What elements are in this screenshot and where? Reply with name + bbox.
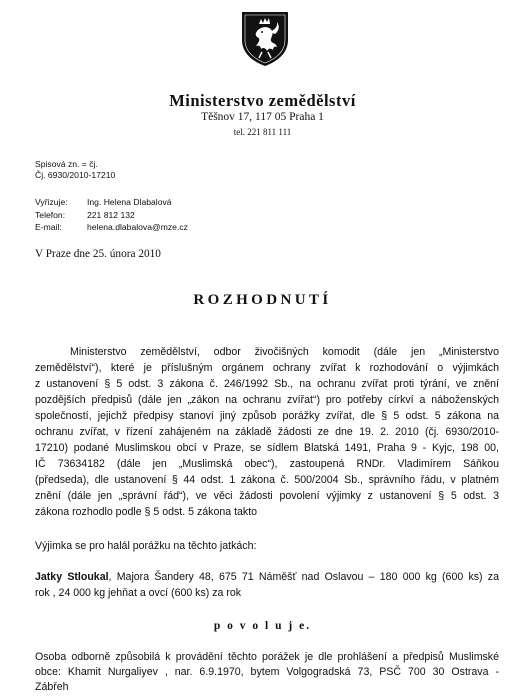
body-line: z ustanovení § 5 odst. 3 zákona č. 246/1992 Sb., na ochranu zvířat proti týrání, ve znění xyxy=(35,378,499,390)
ministry-telephone: tel. 221 811 111 xyxy=(233,127,292,137)
slaughterhouse-line: rok , 24 000 kg jehňat a ovcí (600 ks) za rok xyxy=(35,587,242,599)
slaughterhouse-line xyxy=(35,569,499,585)
qualified-person-paragraph xyxy=(35,650,499,695)
final-line: obce: Khamit Nurgaliyev , nar. 6.9.1970, bytem Volgogradská 73, PSČ 700 30 Ostrava - xyxy=(35,666,499,678)
contact-row-email xyxy=(35,221,188,234)
permits-word: p o v o l u j e. xyxy=(213,620,312,632)
body-line: IČ 73634182 (dále jen „Muslimská obec“), zastoupená RNDr. Vladimírem Sáňkou xyxy=(35,458,499,470)
body-line: 17210) podané Muslimskou obcí v Praze, se sídlem Blatská 1491, Praha 9 - Kyjc, 198 00, xyxy=(35,442,499,454)
phone-label: Telefon: xyxy=(35,209,66,220)
czech-lion-coat-of-arms-icon xyxy=(240,10,290,68)
place-and-date: V Praze dne 25. února 2010 xyxy=(35,248,161,260)
body-line: společností, jejichž předpisy stanoví jiný způsob porážky zvířat, dle § 5 odst. 5 zákona na xyxy=(35,410,499,422)
decision-body-paragraph xyxy=(35,344,499,520)
body-line: Ministerstvo zemědělství, odbor živočišných komodit (dále jen „Ministerstvo xyxy=(70,346,499,358)
slaughterhouse-paragraph xyxy=(35,569,499,601)
body-line: (předseda), dle ustanovení § 44 odst. 1 zákona č. 500/2004 Sb., správního řádu, v platném xyxy=(35,474,499,486)
slaughterhouse-details: , Majora Šandery 48, 675 71 Náměšť nad Oslavou – 180 000 kg (600 ks) za xyxy=(108,571,499,583)
final-line: Osoba odborně způsobilá k provádění těchto porážek je dle prohlášení a předpisů Muslimské xyxy=(35,651,499,663)
handled-by-value: Ing. Helena Dlabalová xyxy=(87,197,172,207)
body-line: ochranu zvířat, v řízení zahájeném na základě žádosti ze dne 19. 2. 2010 (čj. 6930/2010- xyxy=(35,426,499,438)
ministry-address: Těšnov 17, 117 05 Praha 1 xyxy=(201,111,324,123)
final-line: Zábřeh xyxy=(35,681,69,693)
file-label: Spisová zn. = čj. xyxy=(35,159,98,169)
exception-intro: Výjimka se pro halál porážku na těchto jatkách: xyxy=(35,540,257,552)
body-line: zemědělství“), které je příslušným orgánem ochrany zvířat k rozhodování o výjimkách xyxy=(35,362,499,374)
file-reference-block xyxy=(35,159,115,180)
email-value: helena.dlabalova@mze.cz xyxy=(87,222,188,233)
body-line: zákona rozhodlo podle § 5 odst. 5 zákona takto xyxy=(35,506,258,518)
contact-block xyxy=(35,196,188,234)
handled-by-label: Vyřizuje: xyxy=(35,197,68,207)
decision-title: ROZHODNUTÍ xyxy=(193,292,332,308)
email-label: E-mail: xyxy=(35,222,62,233)
body-line: znění (dále jen „správní řád“), ve věci žádosti povolení výjimky z ustanovení § 5 odst. 3 xyxy=(35,490,499,502)
phone-value: 221 812 132 xyxy=(87,209,135,220)
slaughterhouse-name: Jatky Stloukal xyxy=(35,571,109,583)
contact-row-handler xyxy=(35,196,188,209)
body-line: pozdějších předpisů (dále jen „zákon na ochranu zvířat“) pro potřeby církví a náboženských xyxy=(35,394,499,406)
contact-row-phone xyxy=(35,209,188,222)
ministry-name: Ministerstvo zemědělství xyxy=(169,91,356,110)
reference-number: Čj. 6930/2010-17210 xyxy=(35,169,116,180)
